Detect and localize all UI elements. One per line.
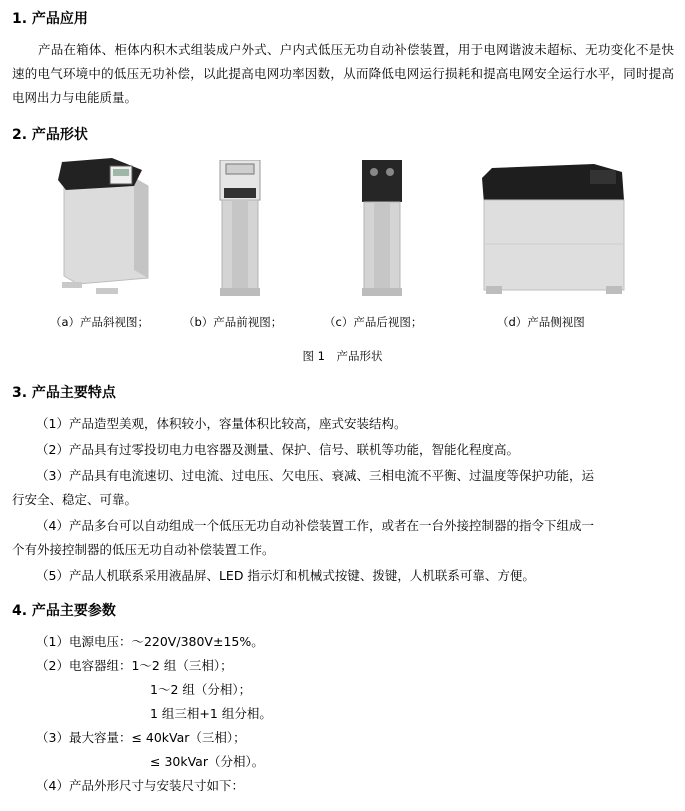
feature-item-2: （2）产品具有过零投切电力电容器及测量、保护、信号、联机等功能，智能化程度高。 (36, 442, 519, 457)
caption-rear-view: （c）产品后视图； (324, 315, 423, 329)
product-rear-view-image (354, 160, 410, 300)
feature-item-3: （3）产品具有电流速切、过电流、过电压、欠电压、衰减、三相电流不平衡、过温度等保护功能，运 (36, 468, 594, 483)
product-front-view-image (212, 160, 268, 300)
figure-title: 图 1 产品形状 (302, 349, 383, 363)
param-capacitor-group: （2）电容器组：1～2 组（三相）； (36, 658, 233, 673)
param-power-voltage: （1）电源电压：～220V/380V±15%。 (36, 634, 264, 649)
param-max-capacity-split: ≤ 30kVar（分相）。 (150, 754, 265, 769)
feature-item-5: （5）产品人机联系采用液晶屏、LED 指示灯和机械式按键、拨键，人机联系可靠、方便。 (36, 568, 535, 583)
caption-front-view: （b）产品前视图； (183, 315, 283, 329)
param-dimensions: （4）产品外形尺寸与安装尺寸如下： (36, 778, 244, 793)
feature-item-4-continued: 个有外接控制器的低压无功自动补偿装置工作。 (12, 542, 275, 557)
section-heading-features: 3. 产品主要特点 (12, 385, 116, 401)
feature-item-1: （1）产品造型美观，体积较小，容量体积比较高，座式安装结构。 (36, 416, 407, 431)
param-capacitor-group-mixed: 1 组三相+1 组分相。 (150, 706, 272, 721)
param-max-capacity: （3）最大容量：≤ 40kVar（三相）； (36, 730, 246, 745)
feature-item-4: （4）产品多台可以自动组成一个低压无功自动补偿装置工作，或者在一台外接控制器的指令下组成一 (36, 518, 594, 533)
section-heading-application: 1. 产品应用 (12, 11, 88, 27)
param-capacitor-group-split: 1～2 组（分相）； (150, 682, 252, 697)
caption-oblique-view: （a）产品斜视图； (50, 315, 150, 329)
feature-item-3-continued: 行安全、稳定、可靠。 (12, 492, 138, 507)
application-paragraph: 产品在箱体、柜体内积木式组装成户外式、户内式低压无功自动补偿装置，用于电网谐波未超标、无功变化不是快速的电气环境中的低压无功补偿，以此提高电网功率因数，从而降低电网运行损耗和提高电网安全运行水平，同时提高电网出力与电能质量。 (12, 42, 674, 105)
caption-side-view: （d）产品侧视图 (497, 315, 585, 329)
product-side-view-image (474, 160, 634, 300)
product-oblique-view-image (52, 150, 162, 298)
section-heading-shape: 2. 产品形状 (12, 127, 88, 143)
section-heading-parameters: 4. 产品主要参数 (12, 603, 116, 619)
